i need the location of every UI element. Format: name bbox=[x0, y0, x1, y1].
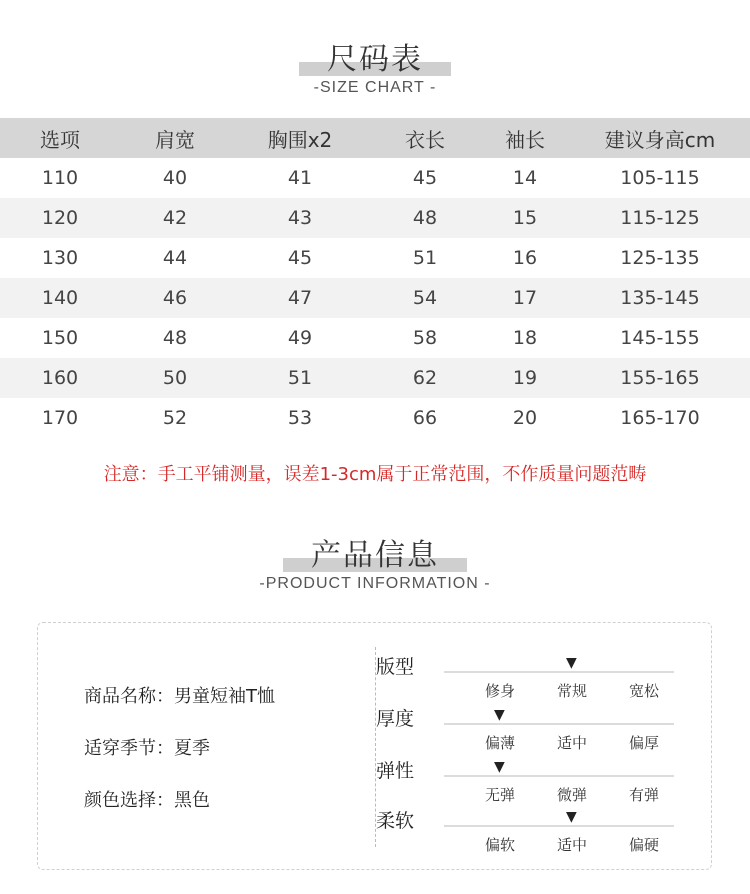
height-cell: 125-135 bbox=[620, 247, 700, 269]
table-row bbox=[0, 198, 750, 238]
length-cell: 45 bbox=[412, 167, 438, 189]
chest-cell: 53 bbox=[287, 407, 313, 429]
table-row bbox=[0, 318, 750, 358]
attribute-option: 适中 bbox=[556, 836, 587, 854]
shoulder-cell: 52 bbox=[162, 407, 188, 429]
shoulder-cell: 48 bbox=[162, 327, 188, 349]
attribute-option: 修身 bbox=[484, 682, 515, 700]
length-cell: 54 bbox=[370, 278, 480, 318]
attribute-name: 柔软 bbox=[376, 810, 415, 832]
header-option: 选项 bbox=[0, 118, 120, 158]
size-option-cell: 110 bbox=[41, 167, 79, 189]
attribute-name: 厚度 bbox=[376, 708, 415, 730]
attribute-option: 偏薄 bbox=[484, 734, 515, 752]
scale-line bbox=[444, 671, 674, 673]
product-name-label: 商品名称： bbox=[84, 686, 174, 707]
sleeve-cell: 19 bbox=[480, 358, 570, 398]
size-table-header bbox=[0, 118, 750, 158]
scale-line bbox=[444, 825, 674, 827]
shoulder-cell: 50 bbox=[120, 358, 230, 398]
header-length: 衣长 bbox=[370, 118, 480, 158]
color-row bbox=[84, 785, 275, 837]
table-row bbox=[0, 158, 750, 198]
attribute-option: 常规 bbox=[556, 682, 587, 700]
attribute-option: 偏软 bbox=[484, 836, 515, 854]
size-option-cell: 140 bbox=[0, 278, 120, 318]
attribute-option: 无弹 bbox=[484, 786, 515, 804]
header-height: 建议身高cm bbox=[570, 118, 750, 158]
length-cell: 66 bbox=[412, 407, 438, 429]
sleeve-cell: 16 bbox=[512, 247, 538, 269]
header-sleeve: 袖长 bbox=[480, 118, 570, 158]
chest-cell: 49 bbox=[287, 327, 313, 349]
season-label: 适穿季节： bbox=[84, 738, 174, 759]
length-cell: 48 bbox=[370, 198, 480, 238]
selected-marker-icon: ▼ bbox=[566, 809, 577, 825]
attribute-option: 宽松 bbox=[628, 682, 659, 700]
product-info-title: 产品信息 bbox=[311, 538, 439, 573]
size-chart-subtitle: -SIZE CHART - bbox=[313, 79, 437, 96]
height-cell: 115-125 bbox=[570, 198, 750, 238]
selected-marker-icon: ▼ bbox=[494, 707, 505, 723]
sleeve-cell: 14 bbox=[512, 167, 538, 189]
height-cell: 145-155 bbox=[620, 327, 700, 349]
attribute-scale bbox=[376, 704, 666, 754]
color-label: 颜色选择： bbox=[84, 790, 174, 811]
attribute-scale bbox=[376, 652, 666, 702]
height-cell: 105-115 bbox=[620, 167, 700, 189]
size-chart-heading bbox=[0, 34, 750, 78]
color-value: 黑色 bbox=[174, 790, 210, 811]
table-row bbox=[0, 358, 750, 398]
selected-marker-icon: ▼ bbox=[494, 759, 505, 775]
attribute-option: 适中 bbox=[556, 734, 587, 752]
attribute-scale bbox=[376, 806, 666, 856]
shoulder-cell: 46 bbox=[120, 278, 230, 318]
sleeve-cell: 17 bbox=[480, 278, 570, 318]
chest-cell: 45 bbox=[287, 247, 313, 269]
height-cell: 155-165 bbox=[570, 358, 750, 398]
length-cell: 51 bbox=[412, 247, 438, 269]
product-name-value: 男童短袖T恤 bbox=[174, 686, 275, 707]
size-option-cell: 120 bbox=[0, 198, 120, 238]
sleeve-cell: 18 bbox=[512, 327, 538, 349]
attribute-name: 弹性 bbox=[376, 760, 415, 782]
chest-cell: 51 bbox=[230, 358, 370, 398]
header-shoulder: 肩宽 bbox=[120, 118, 230, 158]
table-row bbox=[0, 238, 750, 278]
sleeve-cell: 20 bbox=[512, 407, 538, 429]
chest-cell: 43 bbox=[230, 198, 370, 238]
attribute-option: 偏硬 bbox=[628, 836, 659, 854]
table-row bbox=[0, 278, 750, 318]
size-chart-title: 尺码表 bbox=[327, 42, 423, 77]
height-cell: 165-170 bbox=[620, 407, 700, 429]
chest-cell: 41 bbox=[287, 167, 313, 189]
size-option-cell: 160 bbox=[0, 358, 120, 398]
season-value: 夏季 bbox=[174, 738, 210, 759]
shoulder-cell: 40 bbox=[162, 167, 188, 189]
size-table bbox=[0, 118, 750, 438]
product-info-list bbox=[84, 681, 275, 837]
product-name-row bbox=[84, 681, 275, 733]
scale-line bbox=[444, 775, 674, 777]
product-info-heading bbox=[0, 530, 750, 574]
attribute-name: 版型 bbox=[376, 656, 415, 678]
chest-cell: 47 bbox=[230, 278, 370, 318]
scale-line bbox=[444, 723, 674, 725]
measurement-note: 注意：手工平铺测量，误差1-3cm属于正常范围，不作质量问题范畴 bbox=[103, 464, 647, 485]
shoulder-cell: 44 bbox=[162, 247, 188, 269]
length-cell: 62 bbox=[370, 358, 480, 398]
header-chest: 胸围x2 bbox=[230, 118, 370, 158]
size-option-cell: 150 bbox=[41, 327, 79, 349]
season-row bbox=[84, 733, 275, 785]
length-cell: 58 bbox=[412, 327, 438, 349]
attribute-option: 偏厚 bbox=[628, 734, 659, 752]
selected-marker-icon: ▼ bbox=[566, 655, 577, 671]
product-info-subtitle: -PRODUCT INFORMATION - bbox=[259, 575, 491, 592]
size-option-cell: 130 bbox=[41, 247, 79, 269]
sleeve-cell: 15 bbox=[480, 198, 570, 238]
attribute-scale bbox=[376, 756, 666, 806]
attribute-option: 微弹 bbox=[556, 786, 587, 804]
shoulder-cell: 42 bbox=[120, 198, 230, 238]
table-row bbox=[0, 398, 750, 438]
attribute-option: 有弹 bbox=[628, 786, 659, 804]
height-cell: 135-145 bbox=[570, 278, 750, 318]
size-option-cell: 170 bbox=[41, 407, 79, 429]
